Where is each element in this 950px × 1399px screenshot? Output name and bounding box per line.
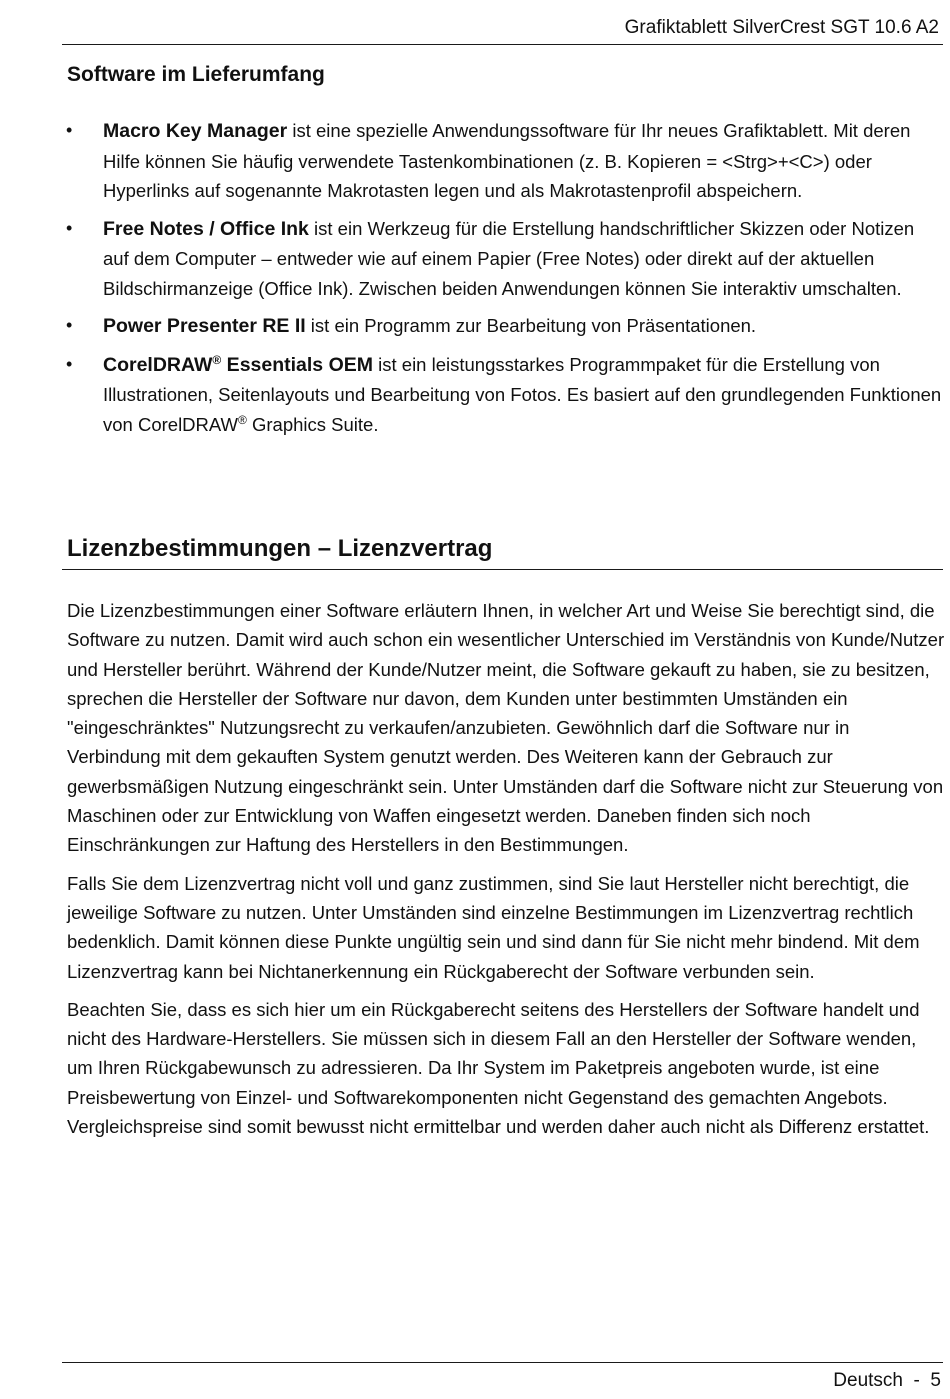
bullet-icon: •: [66, 120, 73, 140]
header-title: Grafiktablett SilverCrest SGT 10.6 A2: [624, 17, 939, 38]
item-name: Power Presenter RE II: [103, 315, 306, 337]
item-text: ist ein Programm zur Bearbeitung von Präsentationen.: [305, 315, 757, 336]
item-name: [103, 354, 373, 376]
bullet-icon: •: [66, 353, 73, 374]
paragraph: Beachten Sie, dass es sich hier um ein Rückgaberecht seitens des Herstellers der Software handelt und nicht des Hardware-Herstellers. Sie müssen sich in diesem Fall an den Hersteller der Software wenden, um Ihren Rückgabewunsch zu adressieren. Da Ihr System im Paketpreis angeboten wurde, ist eine Preisbewertung von Einzel- und Softwarekomponenten nicht Gegenstand des gemachten Angebots. Vergleichspreise sind somit bewusst nicht ermittelbar und werden daher auch nicht als Differenz erstattet.: [67, 998, 930, 1138]
list-item: [0, 350, 950, 440]
item-text: ist ein leistungsstarkes Programmpaket für die Erstellung von Illustrationen, Seitenlayouts und Bearbeitung von Fotos. Es basiert auf den grundlegenden Funktionen von CorelDRAW: [103, 353, 942, 435]
bullet-icon: •: [66, 217, 73, 238]
item-text: ist ein Werkzeug für die Erstellung handschriftlicher Skizzen oder Notizen auf dem Computer – entweder wie auf einem Papier (Free Notes) oder direkt auf der aktuellen Bildschirmanzeige (Office Ink). Zwischen beiden Anwendungen können Sie interaktiv umschalten.: [103, 217, 915, 299]
paragraph: Die Lizenzbestimmungen einer Software erläutern Ihnen, in welcher Art und Weise Sie berechtigt sind, die Software zu nutzen. Damit wird auch schon ein wesentlicher Unterschied im Verständnis von Kunde/Nutzer und Hersteller berührt. Während der Kunde/Nutzer meint, die Software gekauft zu haben, sie zu besitzen, sprechen die Hersteller der Software nur davon, dem Kunden unter bestimmten Umständen ein "eingeschränktes" Nutzungsrecht zu verkaufen/anzubieten. Gewöhnlich darf die Software nur in Verbindung mit dem gekauften System genutzt werden. Des Weiteren kann der Gebrauch zur gewerbsmäßigen Nutzung eingeschränkt sein. Unter Umständen darf die Software nicht zur Steuerung von Maschinen oder zur Entwicklung von Waffen eingesetzt werden. Daneben finden sich noch Einschränkungen zur Haftung des Herstellers in den Bestimmungen.: [67, 600, 945, 856]
item-name-main: CorelDRAW: [103, 353, 213, 376]
list-item: [0, 116, 950, 206]
bullet-icon: •: [66, 315, 73, 335]
item-name: Macro Key Manager: [103, 120, 288, 142]
section-title-license: Lizenzbestimmungen – Lizenzvertrag: [67, 535, 493, 562]
registered-mark: ®: [238, 412, 247, 427]
paragraph: Falls Sie dem Lizenzvertrag nicht voll und ganz zustimmen, sind Sie laut Hersteller nicht berechtigt, die jeweilige Software zu nutzen. Unter Umständen sind einzelne Bestimmungen im Lizenzvertrag rechtlich bedenklich. Damit können diese Punkte ungültig sein und sind dann für Sie nicht mehr bindend. Mit dem Lizenzvertrag kann bei Nichtanerkennung ein Rückgaberecht der Software verbunden sein.: [67, 872, 920, 982]
section-title-software: Software im Lieferumfang: [67, 63, 325, 86]
page-header: [62, 0, 943, 45]
page-footer: Deutsch - 5: [833, 1370, 941, 1391]
footer-divider: [62, 1362, 943, 1363]
item-text: ist eine spezielle Anwendungssoftware für Ihr neues Grafiktablett. Mit deren Hilfe können Sie häufig verwendete Tastenkombinationen (z. B. Kopieren = <Strg>+<C>) oder Hyperlinks auf sogenannte Makrotasten legen und als Makrotastenprofil abspeichern.: [103, 120, 911, 201]
item-name: Free Notes / Office Ink: [103, 217, 309, 240]
registered-mark: ®: [212, 352, 222, 367]
section-divider: [62, 569, 943, 570]
software-list: [0, 116, 950, 447]
license-body: [67, 596, 945, 1150]
list-item: [0, 214, 950, 304]
item-text-suffix: Graphics Suite.: [246, 413, 379, 435]
list-item: [0, 311, 950, 342]
item-name-suffix: Essentials OEM: [221, 353, 373, 376]
